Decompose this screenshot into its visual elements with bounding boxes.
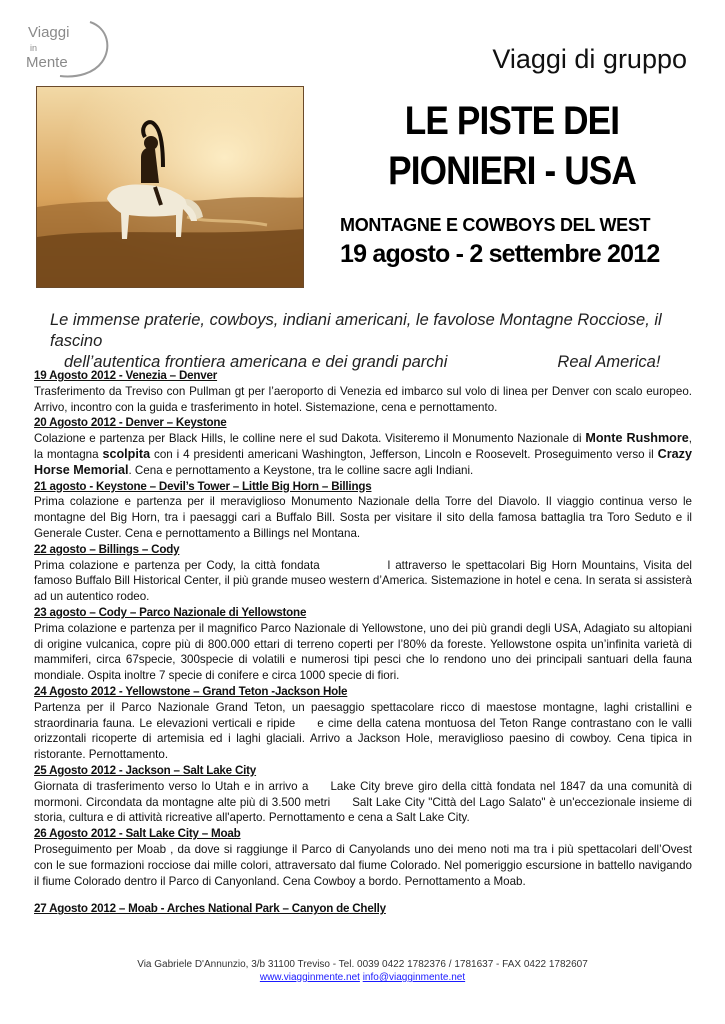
website-link[interactable]: www.viagginmente.net [259,972,360,983]
trip-dates: 19 agosto - 2 settembre 2012 [340,240,660,268]
day-heading: 19 Agosto 2012 - Venezia – Denver [34,369,218,382]
day-text-bold: Crazy Horse Memorial [34,446,692,477]
day-heading: 27 Agosto 2012 – Moab - Arches National Park – Canyon de Chelly [34,902,386,916]
day-text [34,700,692,763]
day-section [34,542,692,605]
day-text [34,779,692,826]
day-heading: 22 agosto – Billings – Cody [34,542,180,556]
day-heading: 24 Agosto 2012 - Yellowstone – Grand Teton -Jackson Hole [34,684,348,698]
day-text: Trasferimento da Treviso con Pullman gt per l’aeroporto di Venezia ed imbarco sul volo di linea per Denver con scalo europeo. Arrivo, incontro con la guida e trasferimento in hotel. Sistemazione, cena e pernottamento. [34,384,692,414]
day-text [34,431,692,478]
logo-text-mente: Mente [26,54,68,71]
email-link[interactable]: info@viagginmente.net [362,972,466,983]
day-section [34,684,692,763]
day-text-part: Salt Lake City "Città del Lago Salato" è un'eccezionale insieme di storia, cultura e di attività ricreative all'aperto. Pernottamento e cena a Salt Lake City. [34,795,692,825]
day-text-part: con i 4 presidenti americani Washington, Jefferson, Lincoln e Roosevelt. Proseguimento verso il [150,447,658,461]
day-section [34,763,692,826]
day-text-bold: scolpita [102,446,151,461]
native-american-horse-photo [36,86,304,288]
day-text [34,558,692,605]
day-text-part: l attraverso le spettacolari Big Horn Mountains, Visita del famoso Buffalo Bill Historical Center, il più grande museo western d’America. Sistemazione in hotel e cena. In serata si assisterà ad un autentico rodeo. [34,558,693,604]
day-section [34,826,692,889]
footer [0,958,725,984]
main-title-line-1: LE PISTE DEI [404,99,620,143]
main-title [371,96,653,196]
day-text: Proseguimento per Moab , da dove si raggiunge il Parco di Canyolands uno dei meno noti ma tra i più spettacolari dell’Ovest con le sue formazioni rocciose dai mille colori, attraversato dal fiume Colorado. Nel pomeriggio escursione in battello navigando il fiume Colorado dentro il Parco di Canyonland. Cena Cowboy a bordo. Pernottamento a Moab. [34,842,692,888]
day-text: Prima colazione e partenza per il meraviglioso Monumento Nazionale della Torre del Diavolo. Il viaggio continua verso le montagne del Big Horn, tra i paesaggi cari a Buffalo Bill. Sosta per visitare il sito della famosa battaglia tra Toro Seduto e il Generale Custer. Cena e pernottamento a Billings nel Montana. [34,495,692,540]
day-heading: 25 Agosto 2012 - Jackson – Salt Lake City [34,763,257,777]
day-section [34,901,692,917]
day-text-bold: Monte Rushmore [585,431,689,446]
day-section [34,368,692,415]
day-section [34,479,692,542]
sepia-photo-image [37,87,304,288]
footer-address: Via Gabriele D'Annunzio, 3/b 31100 Treviso - Tel. 0039 0422 1782376 / 1781637 - FAX 0422 1782607 [137,959,588,970]
intro-line-1: Le immense praterie, cowboys, indiani americani, le favolose Montagne Rocciose, il fascino [50,311,662,350]
intro-line-2-text: dell’autentica frontiera americana e dei grandi parchi [64,353,448,371]
group-title: Viaggi di gruppo [492,44,687,74]
footer-links [0,971,725,984]
day-text-part: Lake City breve giro della città fondata nel 1847 da una comunità di mormoni. Circondata da montagne alte più di 3.500 metri [34,779,692,809]
day-heading: 26 Agosto 2012 - Salt Lake City – Moab [34,827,241,841]
day-text-part: Colazione e partenza per Black Hills, le colline nere el sud Dakota. Visiteremo il Monumento Nazionale di [34,432,586,446]
day-heading: 21 agosto - Keystone – Devil’s Tower – Little Big Horn – Billings [34,479,372,493]
day-section [34,415,692,478]
intro-real-america: Real America! [557,353,661,371]
main-title-line-2: PIONIERI - USA [388,149,636,193]
logo-text-in: in [30,43,38,53]
logo-text-viaggi: Viaggi [28,24,70,41]
day-text-part: Partenza per il Parco Nazionale Grand Teton, un paesaggio spettacolare ricco di maestose montagne, laghi cristallini e straordinaria fauna. Le elevazioni verticali e ripide [34,700,692,730]
day-text-part: e cime della catena montuosa del Teton Range contrastano con le valli orizzontali ricoperte di artemisia ed i laghi glaciali. Arrivo a Jackson Hole, meraviglioso paesino di cowboy. Cena tipica in ristorante. Pernottamento. [34,716,693,762]
day-text-part: Giornata di trasferimento verso lo Utah e in arrivo a [34,779,309,793]
intro-text [36,310,696,373]
logo [20,18,115,78]
day-text-part: Prima colazione e partenza per Cody, la città fondata [34,558,320,572]
subtitle: MONTAGNE E COWBOYS DEL WEST [340,215,651,235]
itinerary [34,368,692,917]
day-heading: 23 agosto – Cody – Parco Nazionale di Yellowstone [34,605,307,619]
day-text-part: . Cena e pernottamento a Keystone, tra le colline sacre agli Indiani. [128,463,474,477]
day-text: Prima colazione e partenza per il magnifico Parco Nazionale di Yellowstone, uno dei più grandi degli USA, Adagiato su altopiani di origine vulcanica, copre più di 800.000 ettari di terreno coperti per l’80% da foreste. Yellowstone ospita un’infinita varietà di mammiferi, circa 67specie, 300specie di volatili e numerosi tipi pesci che lo rendono uno dei principali santuari della fauna mondiale. Ospita inoltre 7 specie di conifere e circa 1000 specie di fiori. [34,621,692,683]
day-section [34,605,692,684]
day-heading: 20 Agosto 2012 - Denver – Keystone [34,416,227,430]
day-text-part: , la montagna [34,432,692,461]
